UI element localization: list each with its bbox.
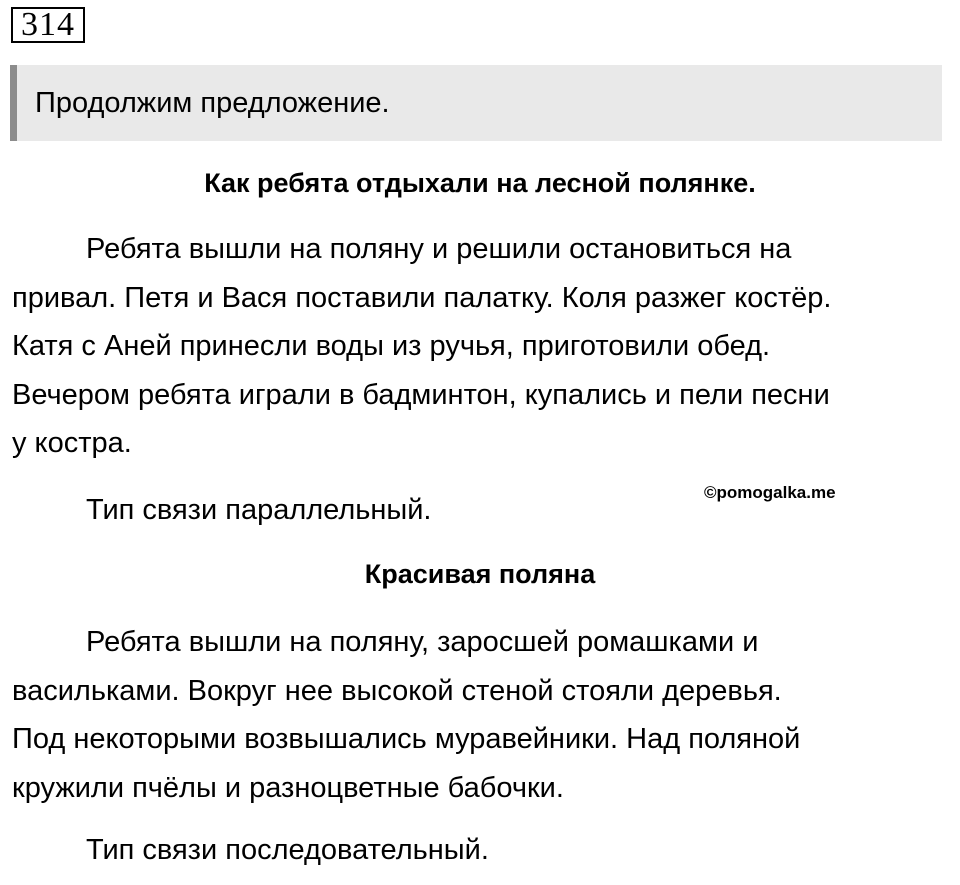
section-2-title: Красивая поляна (364, 559, 596, 589)
paragraph-line: привал. Петя и Вася поставили палатку. Коля разжег костёр. (12, 281, 832, 314)
paragraph-line: Ребята вышли на поляну и решили остановиться на (86, 233, 792, 265)
paragraph-line: у костра. (12, 427, 132, 459)
paragraph-line: Катя с Аней принесли воды из ручья, приготовили обед. (12, 330, 771, 362)
section-2-link-type: Тип связи последовательный. (86, 834, 489, 866)
prompt-callout (10, 65, 942, 141)
section-1-title: Как ребята отдыхали на лесной полянке. (204, 168, 756, 198)
paragraph-line: Ребята вышли на поляну, заросшей ромашками и (86, 626, 759, 658)
section-1-link-type: Тип связи параллельный. (86, 494, 432, 526)
section-1-paragraph (12, 225, 952, 468)
paragraph-line: васильками. Вокруг нее высокой стеной стояли деревья. (12, 674, 782, 707)
task-number: 314 (11, 7, 85, 43)
paragraph-line: Под некоторыми возвышались муравейники. Над поляной (12, 723, 801, 755)
prompt-text: Продолжим предложение. (35, 87, 390, 119)
watermark: ©pomogalka.me (704, 483, 836, 502)
section-2-paragraph (12, 618, 952, 812)
paragraph-line: кружили пчёлы и разноцветные бабочки. (12, 771, 564, 804)
paragraph-line: Вечером ребята играли в бадминтон, купались и пели песни (12, 378, 830, 411)
